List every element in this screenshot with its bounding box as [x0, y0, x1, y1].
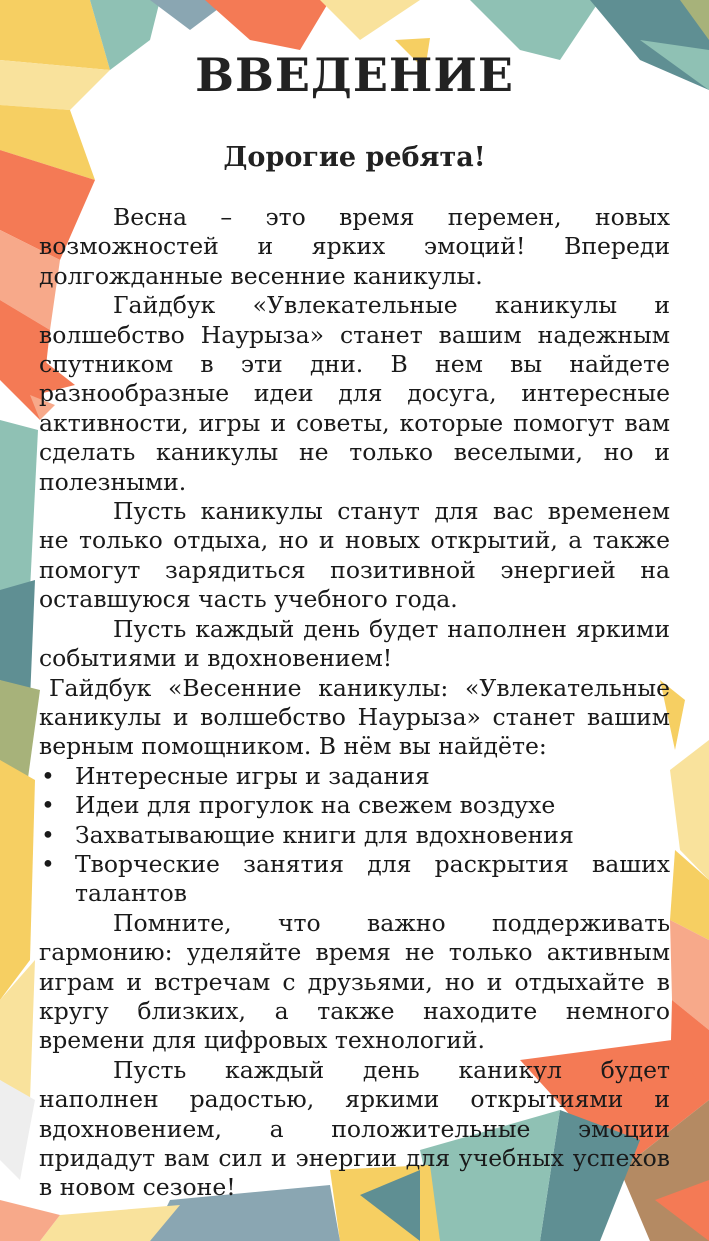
paragraph: Гайдбук «Увлекательные каникулы и волшебство Наурыза» станет вашим надежным спутником в эти дни. В нем вы найдете разнообразные идеи для досуга, интересные активности, игры и советы, которые помогут вам сделать каникулы не только веселыми, но и полезными.	[39, 291, 670, 496]
list-item-text: Интересные игры и задания	[75, 761, 430, 790]
bullet-icon: •	[41, 820, 55, 849]
list-item	[39, 791, 670, 820]
paragraph: Помните, что важно поддерживать гармонию: уделяйте время не только активным играм и встречам с друзьями, но и отдыхайте в кругу близких, а также находите немного времени для цифровых технологий.	[39, 908, 670, 1055]
list-item	[39, 762, 670, 791]
page-title: ВВЕДЕНИЕ	[195, 48, 514, 102]
paragraph: Пусть каникулы станут для вас временем не только отдыха, но и новых открытий, а также помогут зарядиться позитивной энергией на оставшуюся часть учебного года.	[39, 497, 670, 614]
paragraph: Весна – это время перемен, новых возможностей и ярких эмоций! Впереди долгожданные весенние каникулы.	[39, 203, 670, 290]
greeting-heading: Дорогие ребята!	[223, 142, 486, 173]
bullet-icon: •	[41, 761, 55, 790]
intro-text	[39, 203, 670, 1203]
paragraph: Гайдбук «Весенние каникулы: «Увлекательные каникулы и волшебство Наурыза» станет вашим верным помощником. В нём вы найдёте:	[39, 673, 670, 761]
list-item	[39, 850, 670, 909]
bullet-icon: •	[41, 791, 55, 820]
list-item-text: Творческие занятия для раскрытия ваших талантов	[75, 849, 670, 908]
list-item-text: Захватывающие книги для вдохновения	[75, 820, 574, 849]
paragraph: Пусть каждый день каникул будет наполнен радостью, яркими открытиями и вдохновением, а положительные эмоции придадут вам сил и энергии для учебных успехов в новом сезоне!	[39, 1055, 670, 1202]
list-item-text: Идеи для прогулок на свежем воздухе	[75, 791, 556, 820]
bullet-list	[39, 762, 670, 909]
list-item	[39, 821, 670, 850]
bullet-icon: •	[41, 849, 55, 878]
paragraph: Пусть каждый день будет наполнен яркими событиями и вдохновением!	[39, 614, 670, 673]
